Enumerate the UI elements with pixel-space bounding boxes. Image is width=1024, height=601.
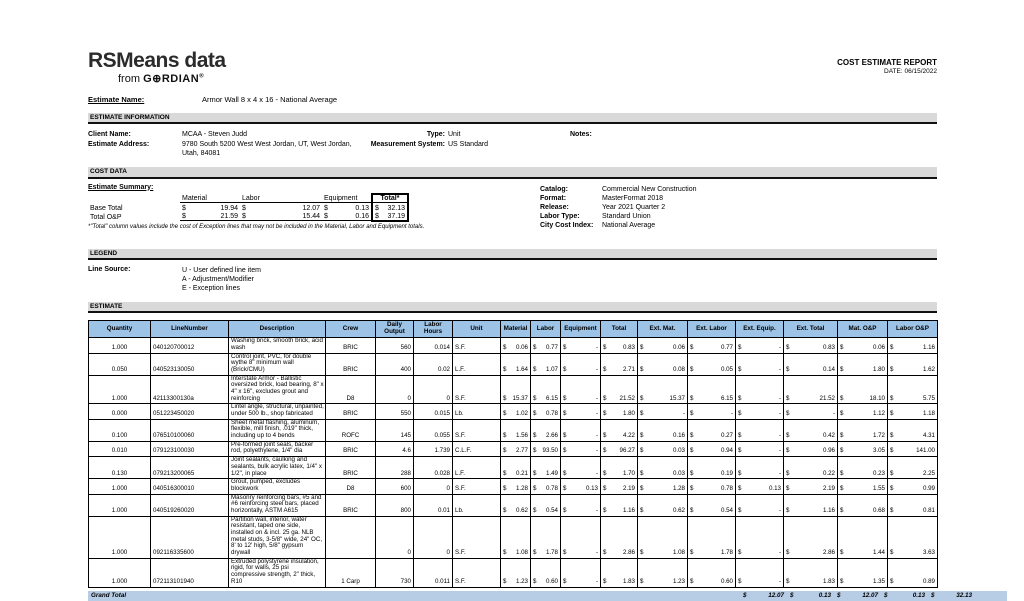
cell-line_number: 076510100060 (151, 419, 229, 441)
summary-col-equipment: Equipment (322, 194, 372, 203)
cell-quantity: 0.050 (89, 353, 151, 375)
gordian-wordmark: G⊕RDIAN® (143, 73, 205, 85)
cell-labor: $ 0.78 (531, 404, 561, 419)
cell-unit: L.F. (453, 457, 501, 479)
report-title: COST ESTIMATE REPORT (837, 58, 937, 67)
cell-daily_output: 400 (376, 353, 414, 375)
base-total-equipment: $ 0.13 (324, 204, 369, 212)
cell-ext_total: $ 0.83 (784, 338, 838, 353)
cell-equipment: $ 0.13 (561, 479, 601, 494)
cell-line_number: 040516300010 (151, 479, 229, 494)
cell-unit: S.F. (453, 479, 501, 494)
cell-total: $ 1.80 (601, 404, 638, 419)
cell-ext_labor: $ 1.78 (688, 516, 736, 558)
summary-row-label: Total O&P (90, 213, 122, 221)
cell-material: $ 1.23 (501, 558, 531, 587)
cell-labor_op: $ 141.00 (888, 441, 938, 456)
cell-ext_total: $ 21.52 (784, 375, 838, 404)
cell-labor: $ 1.78 (531, 516, 561, 558)
cell-daily_output: 0 (376, 375, 414, 404)
cell-total: $ 1.16 (601, 494, 638, 516)
cell-labor: $ 6.15 (531, 375, 561, 404)
cell-line_number: 079213200065 (151, 457, 229, 479)
cell-equipment: $ - (561, 441, 601, 456)
cell-total: $ 21.52 (601, 375, 638, 404)
estimate-summary-label: Estimate Summary: (88, 183, 154, 191)
cell-daily_output: 560 (376, 338, 414, 353)
cell-ext_labor: $ 6.15 (688, 375, 736, 404)
cell-unit: S.F. (453, 419, 501, 441)
column-header: Mat. O&P (838, 321, 888, 338)
cell-total: $ 96.27 (601, 441, 638, 456)
cell-labor_hours: 0.055 (414, 419, 453, 441)
cell-labor: $ 0.54 (531, 494, 561, 516)
cell-quantity: 1.000 (89, 338, 151, 353)
cell-unit: S.F. (453, 338, 501, 353)
cell-labor: $ 1.07 (531, 353, 561, 375)
cell-material: $ 1.08 (501, 516, 531, 558)
column-header: Labor O&P (888, 321, 938, 338)
measurement-system-label: Measurement System: (370, 140, 445, 148)
report-header (88, 50, 937, 85)
cell-quantity: 0.010 (89, 441, 151, 456)
meta-label: Catalog: (540, 185, 568, 193)
cell-ext_labor: $ 0.05 (688, 353, 736, 375)
cell-equipment: $ - (561, 338, 601, 353)
cell-daily_output: 4.6 (376, 441, 414, 456)
cell-labor_op: $ 1.62 (888, 353, 938, 375)
cell-description: Sheet metal flashing, aluminum, flexible, mill finish, .019" thick, including up to 4 bends (229, 419, 326, 441)
legend-item: E - Exception lines (182, 284, 240, 292)
cell-crew: BRIC (326, 404, 376, 419)
cell-labor_hours: 0 (414, 375, 453, 404)
type-value: Unit (448, 131, 461, 139)
cell-material: $ 0.06 (501, 338, 531, 353)
catalog-meta-block (540, 185, 697, 230)
cell-daily_output: 0 (376, 516, 414, 558)
client-name-label: Client Name: (88, 131, 131, 139)
cell-ext_equip: $ 0.13 (736, 479, 784, 494)
meta-row (540, 203, 697, 212)
summary-col-total: Total* (372, 194, 408, 203)
cell-material: $ 2.77 (501, 441, 531, 456)
cell-material: $ 1.02 (501, 404, 531, 419)
cell-labor_hours: 0.02 (414, 353, 453, 375)
logo-from-text: from (118, 73, 140, 85)
table-row (89, 479, 938, 494)
cell-line_number: 051223450020 (151, 404, 229, 419)
summary-row-base-total (88, 203, 408, 212)
gordian-logo (118, 72, 226, 85)
cell-unit: S.F. (453, 375, 501, 404)
cell-ext_labor: $ 0.77 (688, 338, 736, 353)
cell-daily_output: 600 (376, 479, 414, 494)
cell-ext_mat: $ 1.28 (638, 479, 688, 494)
cell-equipment: $ - (561, 375, 601, 404)
column-header: Material (501, 321, 531, 338)
table-row (89, 494, 938, 516)
cell-description: Control joint, PVC, for double wythe 8" minimum wall (Brick/CMU) (229, 353, 326, 375)
base-total-labor: $ 12.07 (242, 204, 320, 212)
cell-crew: BRIC (326, 338, 376, 353)
table-row (89, 375, 938, 404)
meta-value: MasterFormat 2018 (602, 194, 664, 202)
cell-crew (326, 516, 376, 558)
cell-ext_equip: $ - (736, 375, 784, 404)
meta-label: City Cost Index: (540, 221, 594, 229)
cell-equipment: $ - (561, 494, 601, 516)
cell-total: $ 1.70 (601, 457, 638, 479)
cell-ext_mat: $ 0.06 (638, 338, 688, 353)
cell-equipment: $ - (561, 419, 601, 441)
cell-ext_equip: $ - (736, 404, 784, 419)
grand-total-label: Grand Total (91, 592, 127, 600)
table-row (89, 441, 938, 456)
cell-ext_equip: $ - (736, 457, 784, 479)
logo-block (88, 50, 226, 85)
total-op-equipment: $ 0.16 (322, 212, 372, 221)
cell-line_number: 079123100030 (151, 441, 229, 456)
cell-ext_mat: $ 1.08 (638, 516, 688, 558)
cell-labor: $ 2.66 (531, 419, 561, 441)
column-header: Unit (453, 321, 501, 338)
cell-mat_op: $ 1.44 (838, 516, 888, 558)
cell-line_number: 040519260020 (151, 494, 229, 516)
cell-labor_op: $ 4.31 (888, 419, 938, 441)
cell-unit: Lb. (453, 404, 501, 419)
cell-line_number: 092116335600 (151, 516, 229, 558)
base-total-total: $ 32.13 (372, 203, 408, 212)
cell-material: $ 1.56 (501, 419, 531, 441)
cell-crew: 1 Carp (326, 558, 376, 587)
cell-equipment: $ - (561, 558, 601, 587)
cell-ext_mat: $ 15.37 (638, 375, 688, 404)
column-header: Quantity (89, 321, 151, 338)
cell-ext_labor: $ 0.94 (688, 441, 736, 456)
summary-footnote: *"Total" column values include the cost of Exception lines that may not be included in the Material, Labor and Equipment totals. (88, 223, 425, 230)
cell-mat_op: $ 1.12 (838, 404, 888, 419)
cell-ext_total: $ 0.22 (784, 457, 838, 479)
cell-mat_op: $ 0.06 (838, 338, 888, 353)
table-row (89, 558, 938, 587)
cell-ext_mat: $ 0.62 (638, 494, 688, 516)
table-row (89, 338, 938, 353)
meta-row (540, 185, 697, 194)
cell-ext_equip: $ - (736, 441, 784, 456)
cell-ext_labor: $ 0.54 (688, 494, 736, 516)
cell-labor: $ 0.60 (531, 558, 561, 587)
cell-quantity: 1.000 (89, 516, 151, 558)
cell-description: Masonry reinforcing bars, #5 and #6 reinforcing steel bars, placed horizontally, ASTM A615 (229, 494, 326, 516)
grand-total-value: $ 0.13 (884, 592, 925, 600)
cell-labor_op: $ 0.81 (888, 494, 938, 516)
cell-quantity: 0.100 (89, 419, 151, 441)
cell-quantity: 0.130 (89, 457, 151, 479)
cell-unit: S.F. (453, 516, 501, 558)
cell-material: $ 1.28 (501, 479, 531, 494)
line-source-label: Line Source: (88, 265, 131, 273)
cell-labor_op: $ 1.16 (888, 338, 938, 353)
meta-label: Labor Type: (540, 212, 580, 220)
column-header: Total (601, 321, 638, 338)
meta-value: Commercial New Construction (602, 185, 697, 193)
grand-total-value: $ 12.07 (743, 592, 784, 600)
type-label: Type: (426, 131, 445, 139)
estimate-summary-table (88, 193, 409, 222)
client-name-value: MCAA - Steven Judd (182, 131, 247, 139)
cell-description: Pre-formed joint seals, backer rod, polyethylene, 1/4" dia (229, 441, 326, 456)
summary-row-label: Base Total (90, 204, 123, 212)
cell-mat_op: $ 1.80 (838, 353, 888, 375)
cell-line_number: 040120700012 (151, 338, 229, 353)
meta-label: Format: (540, 194, 567, 202)
cell-ext_labor: $ 0.27 (688, 419, 736, 441)
grand-total-value: $ 0.13 (790, 592, 831, 600)
cell-line_number: 040523130050 (151, 353, 229, 375)
cell-mat_op: $ 0.23 (838, 457, 888, 479)
column-header: LineNumber (151, 321, 229, 338)
cell-equipment: $ - (561, 404, 601, 419)
legend-block (88, 266, 937, 293)
estimate-address-label: Estimate Address: (88, 140, 150, 148)
cell-daily_output: 800 (376, 494, 414, 516)
cell-total: $ 0.83 (601, 338, 638, 353)
legend-item: U - User defined line item (182, 266, 261, 274)
cell-equipment: $ - (561, 516, 601, 558)
section-bar-legend: LEGEND (88, 249, 937, 260)
measurement-system-value: US Standard (448, 140, 489, 148)
cell-daily_output: 730 (376, 558, 414, 587)
cell-labor_op: $ 0.99 (888, 479, 938, 494)
estimate-name-row (88, 95, 937, 104)
cell-labor: $ 93.50 (531, 441, 561, 456)
cell-labor_hours: 0.028 (414, 457, 453, 479)
estimate-table (88, 320, 938, 587)
base-total-material: $ 19.94 (182, 204, 238, 212)
estimate-table-body (89, 338, 938, 587)
cell-crew: BRIC (326, 441, 376, 456)
cell-quantity: 1.000 (89, 479, 151, 494)
cell-ext_equip: $ - (736, 338, 784, 353)
cell-material: $ 0.21 (501, 457, 531, 479)
report-title-block (837, 50, 937, 75)
cell-ext_mat: $ - (638, 404, 688, 419)
cell-unit: L.F. (453, 353, 501, 375)
grand-total-value: $ 32.13 (931, 592, 972, 600)
meta-value: Year 2021 Quarter 2 (602, 203, 666, 211)
cell-material: $ 1.64 (501, 353, 531, 375)
section-bar-estimate: ESTIMATE (88, 302, 937, 313)
grand-total-value: $ 12.07 (837, 592, 878, 600)
cell-quantity: 1.000 (89, 558, 151, 587)
column-header: Ext. Total (784, 321, 838, 338)
cell-ext_equip: $ - (736, 516, 784, 558)
cell-ext_total: $ 0.96 (784, 441, 838, 456)
cell-total: $ 2.19 (601, 479, 638, 494)
cost-data-block (88, 184, 937, 240)
meta-value: Standard Union (602, 212, 651, 220)
cell-ext_total: $ 0.42 (784, 419, 838, 441)
cell-material: $ 0.62 (501, 494, 531, 516)
column-header: Ext. Equip. (736, 321, 784, 338)
cell-crew: BRIC (326, 494, 376, 516)
cell-daily_output: 550 (376, 404, 414, 419)
cell-quantity: 1.000 (89, 494, 151, 516)
cell-daily_output: 288 (376, 457, 414, 479)
column-header: Description (229, 321, 326, 338)
cell-mat_op: $ 3.05 (838, 441, 888, 456)
cell-ext_equip: $ - (736, 353, 784, 375)
cell-crew: BRIC (326, 457, 376, 479)
table-row (89, 419, 938, 441)
cell-labor_hours: 0.011 (414, 558, 453, 587)
cell-labor_hours: 0.015 (414, 404, 453, 419)
cell-labor_hours: 1.739 (414, 441, 453, 456)
cell-crew: D8 (326, 375, 376, 404)
meta-row (540, 194, 697, 203)
cell-ext_total: $ 0.14 (784, 353, 838, 375)
cell-ext_mat: $ 0.03 (638, 457, 688, 479)
cell-mat_op: $ 0.68 (838, 494, 888, 516)
cell-line_number: 072113101940 (151, 558, 229, 587)
cell-total: $ 1.83 (601, 558, 638, 587)
cell-description: Lintel angle, structural, unpainted, under 500 lb., shop fabricated (229, 404, 326, 419)
total-op-material: $ 21.59 (182, 213, 238, 221)
estimate-address-value: 9780 South 5200 West West Jordan, UT, West Jordan, Utah, 84081 (182, 140, 352, 158)
cell-total: $ 4.22 (601, 419, 638, 441)
total-op-total: $ 37.19 (372, 212, 408, 221)
cell-labor_op: $ 2.25 (888, 457, 938, 479)
cell-equipment: $ - (561, 457, 601, 479)
total-op-labor: $ 15.44 (242, 213, 320, 221)
cell-mat_op: $ 1.55 (838, 479, 888, 494)
cell-labor_hours: 0.014 (414, 338, 453, 353)
cell-ext_total: $ 2.86 (784, 516, 838, 558)
cell-labor: $ 0.77 (531, 338, 561, 353)
cell-ext_labor: $ 0.60 (688, 558, 736, 587)
cell-labor_hours: 0 (414, 479, 453, 494)
table-row (89, 404, 938, 419)
cell-total: $ 2.86 (601, 516, 638, 558)
estimate-table-header-row (89, 321, 938, 338)
cell-material: $ 15.37 (501, 375, 531, 404)
cell-labor_op: $ 3.63 (888, 516, 938, 558)
cell-unit: Lb. (453, 494, 501, 516)
cell-mat_op: $ 18.10 (838, 375, 888, 404)
cell-unit: S.F. (453, 558, 501, 587)
cell-mat_op: $ 1.35 (838, 558, 888, 587)
summary-col-labor: Labor (240, 194, 322, 203)
cell-ext_equip: $ - (736, 419, 784, 441)
summary-col-material: Material (180, 194, 240, 203)
cell-ext_labor: $ - (688, 404, 736, 419)
legend-item: A - Adjustment/Modifier (182, 275, 254, 283)
column-header: Labor (531, 321, 561, 338)
report-page (88, 49, 972, 601)
meta-label: Release: (540, 203, 569, 211)
grand-total-row (88, 591, 1007, 601)
notes-label: Notes: (570, 131, 592, 139)
cell-description: Interstate Armor - Ballistic oversized brick, load bearing, 8" x 4" x 16", excludes grout and reinforcing (229, 375, 326, 404)
cell-mat_op: $ 1.72 (838, 419, 888, 441)
estimate-information-block (88, 130, 937, 158)
cell-description: Partition wall, interior, water resistant, taped one side, installed on & incl. 25 ga. NLB metal studs, 3-5/8" wide, 24" OC, 8' to 12' high, 5/8" gypsum drywall (229, 516, 326, 558)
rsmeans-logo: RSMeans data (88, 49, 226, 72)
column-header: Ext. Labor (688, 321, 736, 338)
column-header: Labor Hours (414, 321, 453, 338)
cell-ext_total: $ 2.19 (784, 479, 838, 494)
column-header: Equipment (561, 321, 601, 338)
estimate-name-value: Armor Wall 8 x 4 x 16 - National Average (202, 95, 338, 104)
cell-labor: $ 1.49 (531, 457, 561, 479)
cell-ext_mat: $ 0.03 (638, 441, 688, 456)
cell-description: Grout, pumped, excludes blockwork (229, 479, 326, 494)
meta-row (540, 212, 697, 221)
cell-labor_hours: 0 (414, 516, 453, 558)
cell-ext_total: $ 1.16 (784, 494, 838, 516)
cell-total: $ 2.71 (601, 353, 638, 375)
cell-crew: BRIC (326, 353, 376, 375)
cell-description: Joint sealants, caulking and sealants, bulk acrylic latex, 1/4" x 1/2", in place (229, 457, 326, 479)
cell-ext_mat: $ 0.16 (638, 419, 688, 441)
table-row (89, 516, 938, 558)
legend-items (182, 266, 261, 293)
table-row (89, 353, 938, 375)
cell-ext_total: $ 1.83 (784, 558, 838, 587)
cell-quantity: 0.000 (89, 404, 151, 419)
section-bar-estimate-information: ESTIMATE INFORMATION (88, 113, 937, 124)
cell-description: Extruded polystyrene insulation, rigid, for walls, 25 psi compressive strength, 2" thick, R10 (229, 558, 326, 587)
cell-equipment: $ - (561, 353, 601, 375)
cell-labor_op: $ 5.75 (888, 375, 938, 404)
cell-ext_mat: $ 1.23 (638, 558, 688, 587)
cell-ext_equip: $ - (736, 558, 784, 587)
meta-row (540, 221, 697, 230)
summary-row-total-op (88, 212, 408, 221)
cell-crew: ROFC (326, 419, 376, 441)
report-date: DATE: 06/15/2022 (884, 68, 937, 75)
table-row (89, 457, 938, 479)
cell-line_number: 42113300130a (151, 375, 229, 404)
cell-ext_labor: $ 0.19 (688, 457, 736, 479)
registered-mark: ® (199, 73, 205, 80)
cell-crew: D8 (326, 479, 376, 494)
cell-labor_op: $ 0.89 (888, 558, 938, 587)
cell-unit: C.L.F. (453, 441, 501, 456)
cell-daily_output: 145 (376, 419, 414, 441)
column-header: Ext. Mat. (638, 321, 688, 338)
meta-value: National Average (602, 221, 656, 229)
column-header: Crew (326, 321, 376, 338)
cell-quantity: 1.000 (89, 375, 151, 404)
cell-labor: $ 0.78 (531, 479, 561, 494)
cell-labor_hours: 0.01 (414, 494, 453, 516)
section-bar-cost-data: COST DATA (88, 167, 937, 178)
cell-description: Washing brick, smooth brick, acid wash (229, 338, 326, 353)
cell-ext_total: $ - (784, 404, 838, 419)
cell-ext_equip: $ - (736, 494, 784, 516)
column-header: Daily Output (376, 321, 414, 338)
estimate-name-label: Estimate Name: (88, 95, 145, 104)
cell-ext_labor: $ 0.78 (688, 479, 736, 494)
cell-labor_op: $ 1.18 (888, 404, 938, 419)
gordian-globe-icon: ⊕ (152, 73, 162, 85)
cell-ext_mat: $ 0.08 (638, 353, 688, 375)
